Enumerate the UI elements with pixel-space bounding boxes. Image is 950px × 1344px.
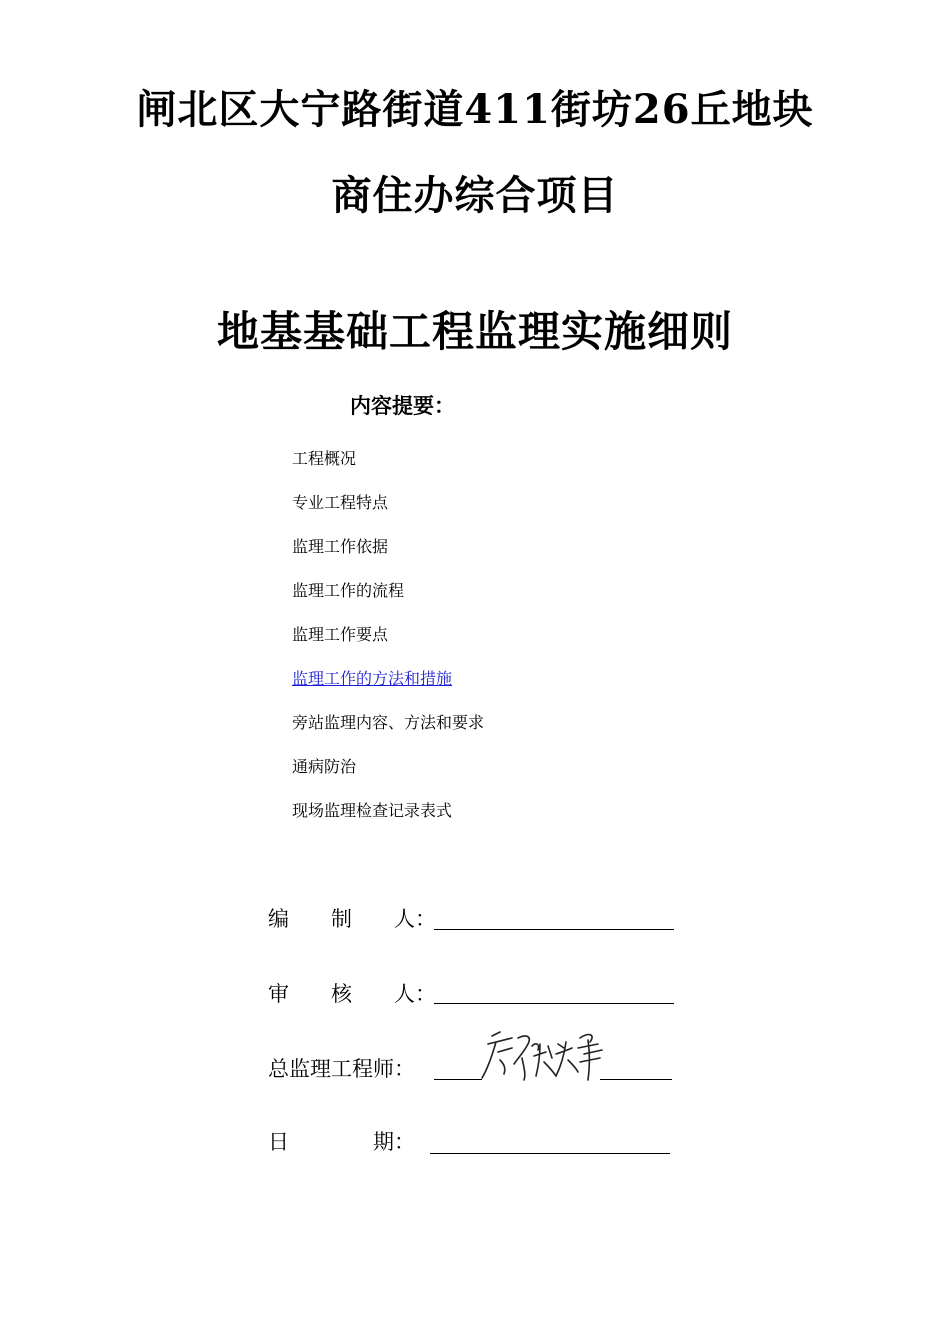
chief-engineer-signature-line-right bbox=[600, 1079, 672, 1080]
summary-item bbox=[292, 578, 484, 622]
summary-item-link[interactable] bbox=[292, 666, 484, 710]
date-label: 日 期： bbox=[268, 1130, 415, 1154]
summary-item-label: 通病防治 bbox=[292, 757, 357, 776]
editor-signature-line bbox=[434, 929, 674, 930]
summary-heading: 内容提要： bbox=[350, 394, 455, 418]
summary-item bbox=[292, 446, 484, 490]
date-line bbox=[430, 1153, 670, 1154]
summary-item-label: 监理工作要点 bbox=[292, 625, 389, 644]
reviewer-signature-line bbox=[434, 1003, 674, 1004]
chief-engineer-label: 总监理工程师： bbox=[268, 1057, 415, 1081]
summary-list bbox=[292, 446, 484, 842]
summary-item-label: 工程概况 bbox=[292, 449, 357, 468]
document-main-title: 地基基础工程监理实施细则 bbox=[216, 307, 733, 356]
summary-item bbox=[292, 754, 484, 798]
date-row bbox=[268, 1128, 415, 1156]
handwritten-signature bbox=[478, 1018, 608, 1086]
summary-item bbox=[292, 710, 484, 754]
summary-item-label: 监理工作依据 bbox=[292, 537, 389, 556]
reviewer-row bbox=[268, 980, 436, 1008]
summary-item bbox=[292, 622, 484, 666]
summary-item bbox=[292, 534, 484, 578]
reviewer-label: 审 核 人： bbox=[268, 982, 436, 1006]
document-title-line-2: 商住办综合项目 bbox=[331, 172, 619, 219]
chief-engineer-signature-line-left bbox=[434, 1079, 482, 1080]
summary-item bbox=[292, 490, 484, 534]
editor-row bbox=[268, 905, 436, 933]
summary-item-label: 监理工作的流程 bbox=[292, 581, 405, 600]
summary-item-label: 现场监理检查记录表式 bbox=[292, 801, 453, 820]
chief-engineer-row bbox=[268, 1055, 415, 1083]
summary-item-link-label[interactable]: 监理工作的方法和措施 bbox=[292, 669, 453, 688]
editor-label: 编 制 人： bbox=[268, 907, 436, 931]
summary-item-label: 旁站监理内容、方法和要求 bbox=[292, 713, 485, 732]
summary-item-label: 专业工程特点 bbox=[292, 493, 389, 512]
summary-item bbox=[292, 798, 484, 842]
document-title-line-1: 闸北区大宁路街道411街坊26丘地块 bbox=[136, 86, 814, 133]
